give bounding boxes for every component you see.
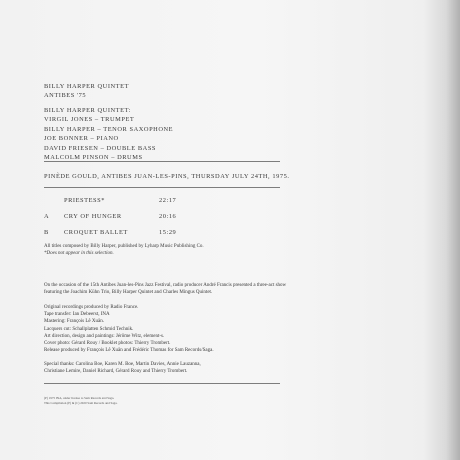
venue-line: PINÈDE GOULD, ANTIBES JUAN-LES-PINS, THURSDAY JULY 24TH, 1975. — [44, 173, 290, 180]
personnel-list — [44, 106, 173, 162]
track-row — [44, 197, 204, 213]
album-title: ANTIBES '75 — [44, 92, 87, 100]
track-side: B — [44, 229, 49, 236]
credit-line: Cover photo: Gérard Rouy / Booklet photos: Thierry Trombert. — [44, 341, 171, 347]
album-header — [44, 82, 129, 101]
credit-line: Tape transfer: Ian Debeerst, INA — [44, 312, 110, 318]
divider — [44, 161, 280, 162]
footnote: *Does not appear in this selection. — [44, 251, 114, 256]
composer-note: All titles composed by Billy Harper, published by Lyharp Music Publishing Co. — [44, 244, 204, 249]
tracklist — [44, 197, 204, 245]
track-duration: 22:17 — [159, 197, 177, 204]
intro-paragraph — [44, 282, 286, 296]
track-duration: 20:16 — [159, 213, 177, 220]
production-credits — [44, 304, 214, 354]
credit-line: Mastering: François Lê Xuân. — [44, 319, 104, 325]
credit-line: Art direction, design and paintings: Jérôme Witz, element-s. — [44, 333, 165, 339]
personnel-heading: BILLY HARPER QUINTET: — [44, 107, 132, 114]
personnel-member: DAVID FRIESEN – DOUBLE BASS — [44, 144, 157, 152]
track-row — [44, 213, 204, 229]
credit-line: Original recordings produced by Radio France. — [44, 305, 139, 310]
artist-name: BILLY HARPER QUINTET — [44, 83, 130, 90]
special-thanks — [44, 361, 201, 375]
divider — [44, 383, 280, 384]
thanks-line: Christiane Lemire, Daniel Richard, Gérard Rouy and Thierry Trombert. — [44, 369, 188, 375]
intro-line: featuring the Joachim Kühn Trio, Billy Harper Quintet and Charles Mingus Quintet. — [44, 290, 213, 296]
fineprint-line: (P) 1975 INA, under license to Sam Records and Saga. — [44, 396, 115, 400]
fineprint-line: This Compilation (P) & (C) 2020 Sam Records and Saga. — [44, 400, 118, 405]
track-title: CRY OF HUNGER — [64, 213, 122, 220]
personnel-member: JOE BONNER – PIANO — [44, 135, 119, 143]
divider — [44, 187, 280, 188]
credit-line: Release produced by François Lê Xuân and Frédéric Thomas for Sam Records/Saga. — [44, 348, 214, 354]
track-side: A — [44, 213, 50, 220]
personnel-member: MALCOLM PINSON – DRUMS — [44, 154, 143, 162]
credit-line: Lacquers cut: Schallplatten Schmid Technik. — [44, 326, 134, 332]
page-edge-shadow — [446, 0, 460, 460]
track-duration: 15:29 — [159, 229, 177, 236]
track-title: CROQUET BALLET — [64, 229, 128, 236]
track-title: PRIESTESS* — [64, 197, 106, 204]
thanks-line: Special thanks: Carolina Boe, Karen M. Boe, Martin Davies, Annie Lauzanna, — [44, 362, 201, 367]
personnel-member: BILLY HARPER – TENOR SAXOPHONE — [44, 125, 174, 133]
copyright-fineprint — [44, 396, 117, 405]
personnel-member: VIRGIL JONES – TRUMPET — [44, 116, 135, 124]
intro-line: On the occasion of the 15th Antibes Juan-les-Pins Jazz Festival, radio producer André Francis presented a three-act show — [44, 283, 287, 288]
